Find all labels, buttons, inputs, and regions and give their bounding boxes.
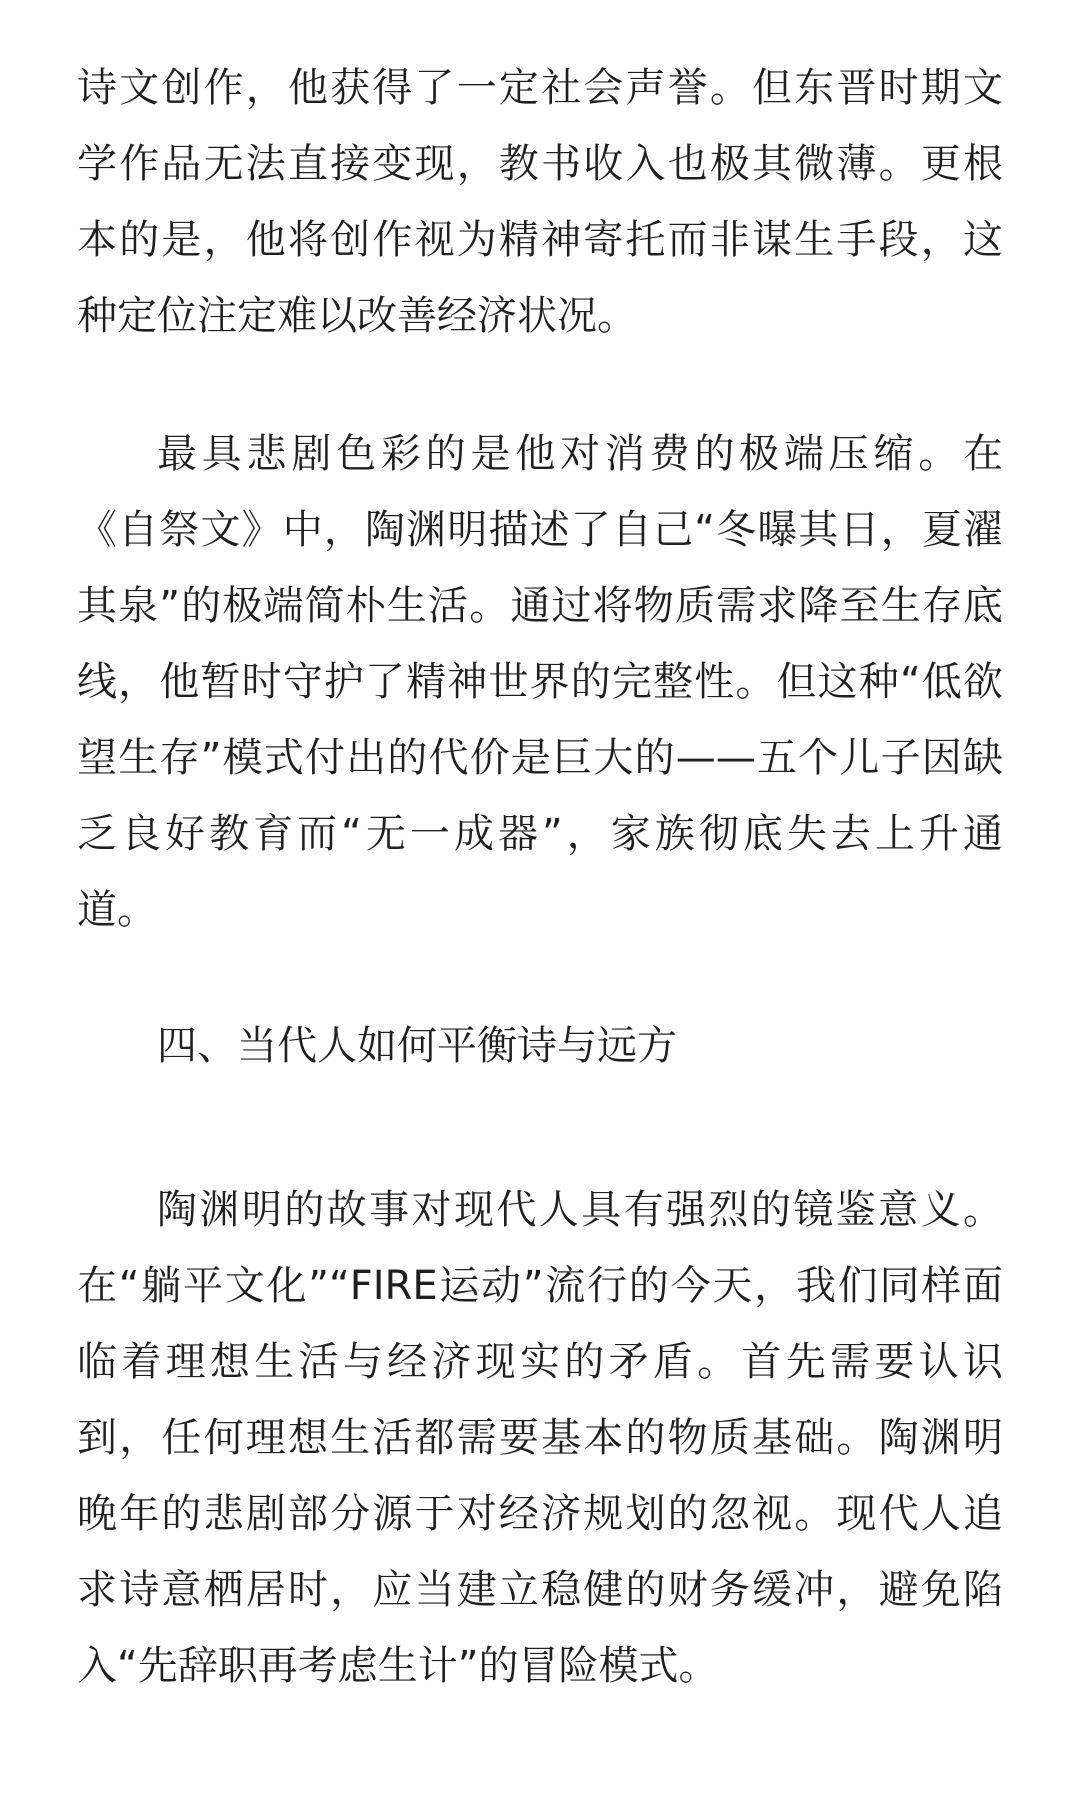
paragraph-line: 线，他暂时守护了精神世界的完整性。但这种“低欲	[77, 659, 1003, 705]
paragraph-line: 临着理想生活与经济现实的矛盾。首先需要认识	[77, 1339, 1003, 1385]
paragraph-line: 晚年的悲剧部分源于对经济规划的忽视。现代人追	[77, 1491, 1003, 1537]
paragraph-line: 在“躺平文化”“FIRE运动”流行的今天，我们同样面	[77, 1263, 1003, 1309]
paragraph-line: 种定位注定难以改善经济状况。	[77, 293, 637, 339]
paragraph-line: 其泉”的极端简朴生活。通过将物质需求降至生存底	[77, 583, 1003, 629]
paragraph-line: 本的是，他将创作视为精神寄托而非谋生手段，这	[77, 217, 1003, 263]
paragraph-line: 望生存”模式付出的代价是巨大的——五个儿子因缺	[77, 735, 1003, 781]
paragraph-line: 诗文创作，他获得了一定社会声誉。但东晋时期文	[77, 65, 1003, 111]
paragraph-line: 陶渊明的故事对现代人具有强烈的镜鉴意义。	[157, 1187, 1003, 1233]
paragraph-line: 求诗意栖居时，应当建立稳健的财务缓冲，避免陷	[77, 1567, 1003, 1613]
paragraph-line: 入“先辞职再考虑生计”的冒险模式。	[77, 1643, 719, 1689]
section-heading: 四、当代人如何平衡诗与远方	[157, 1023, 677, 1069]
paragraph-line: 道。	[77, 887, 157, 933]
paragraph-line: 到，任何理想生活都需要基本的物质基础。陶渊明	[77, 1415, 1003, 1461]
paragraph-line: 《自祭文》中，陶渊明描述了自己“冬曝其日，夏濯	[77, 507, 1003, 553]
paragraph-line: 最具悲剧色彩的是他对消费的极端压缩。在	[157, 431, 1003, 477]
paragraph-line: 学作品无法直接变现，教书收入也极其微薄。更根	[77, 141, 1003, 187]
paragraph-line: 乏良好教育而“无一成器”，家族彻底失去上升通	[77, 811, 1003, 857]
